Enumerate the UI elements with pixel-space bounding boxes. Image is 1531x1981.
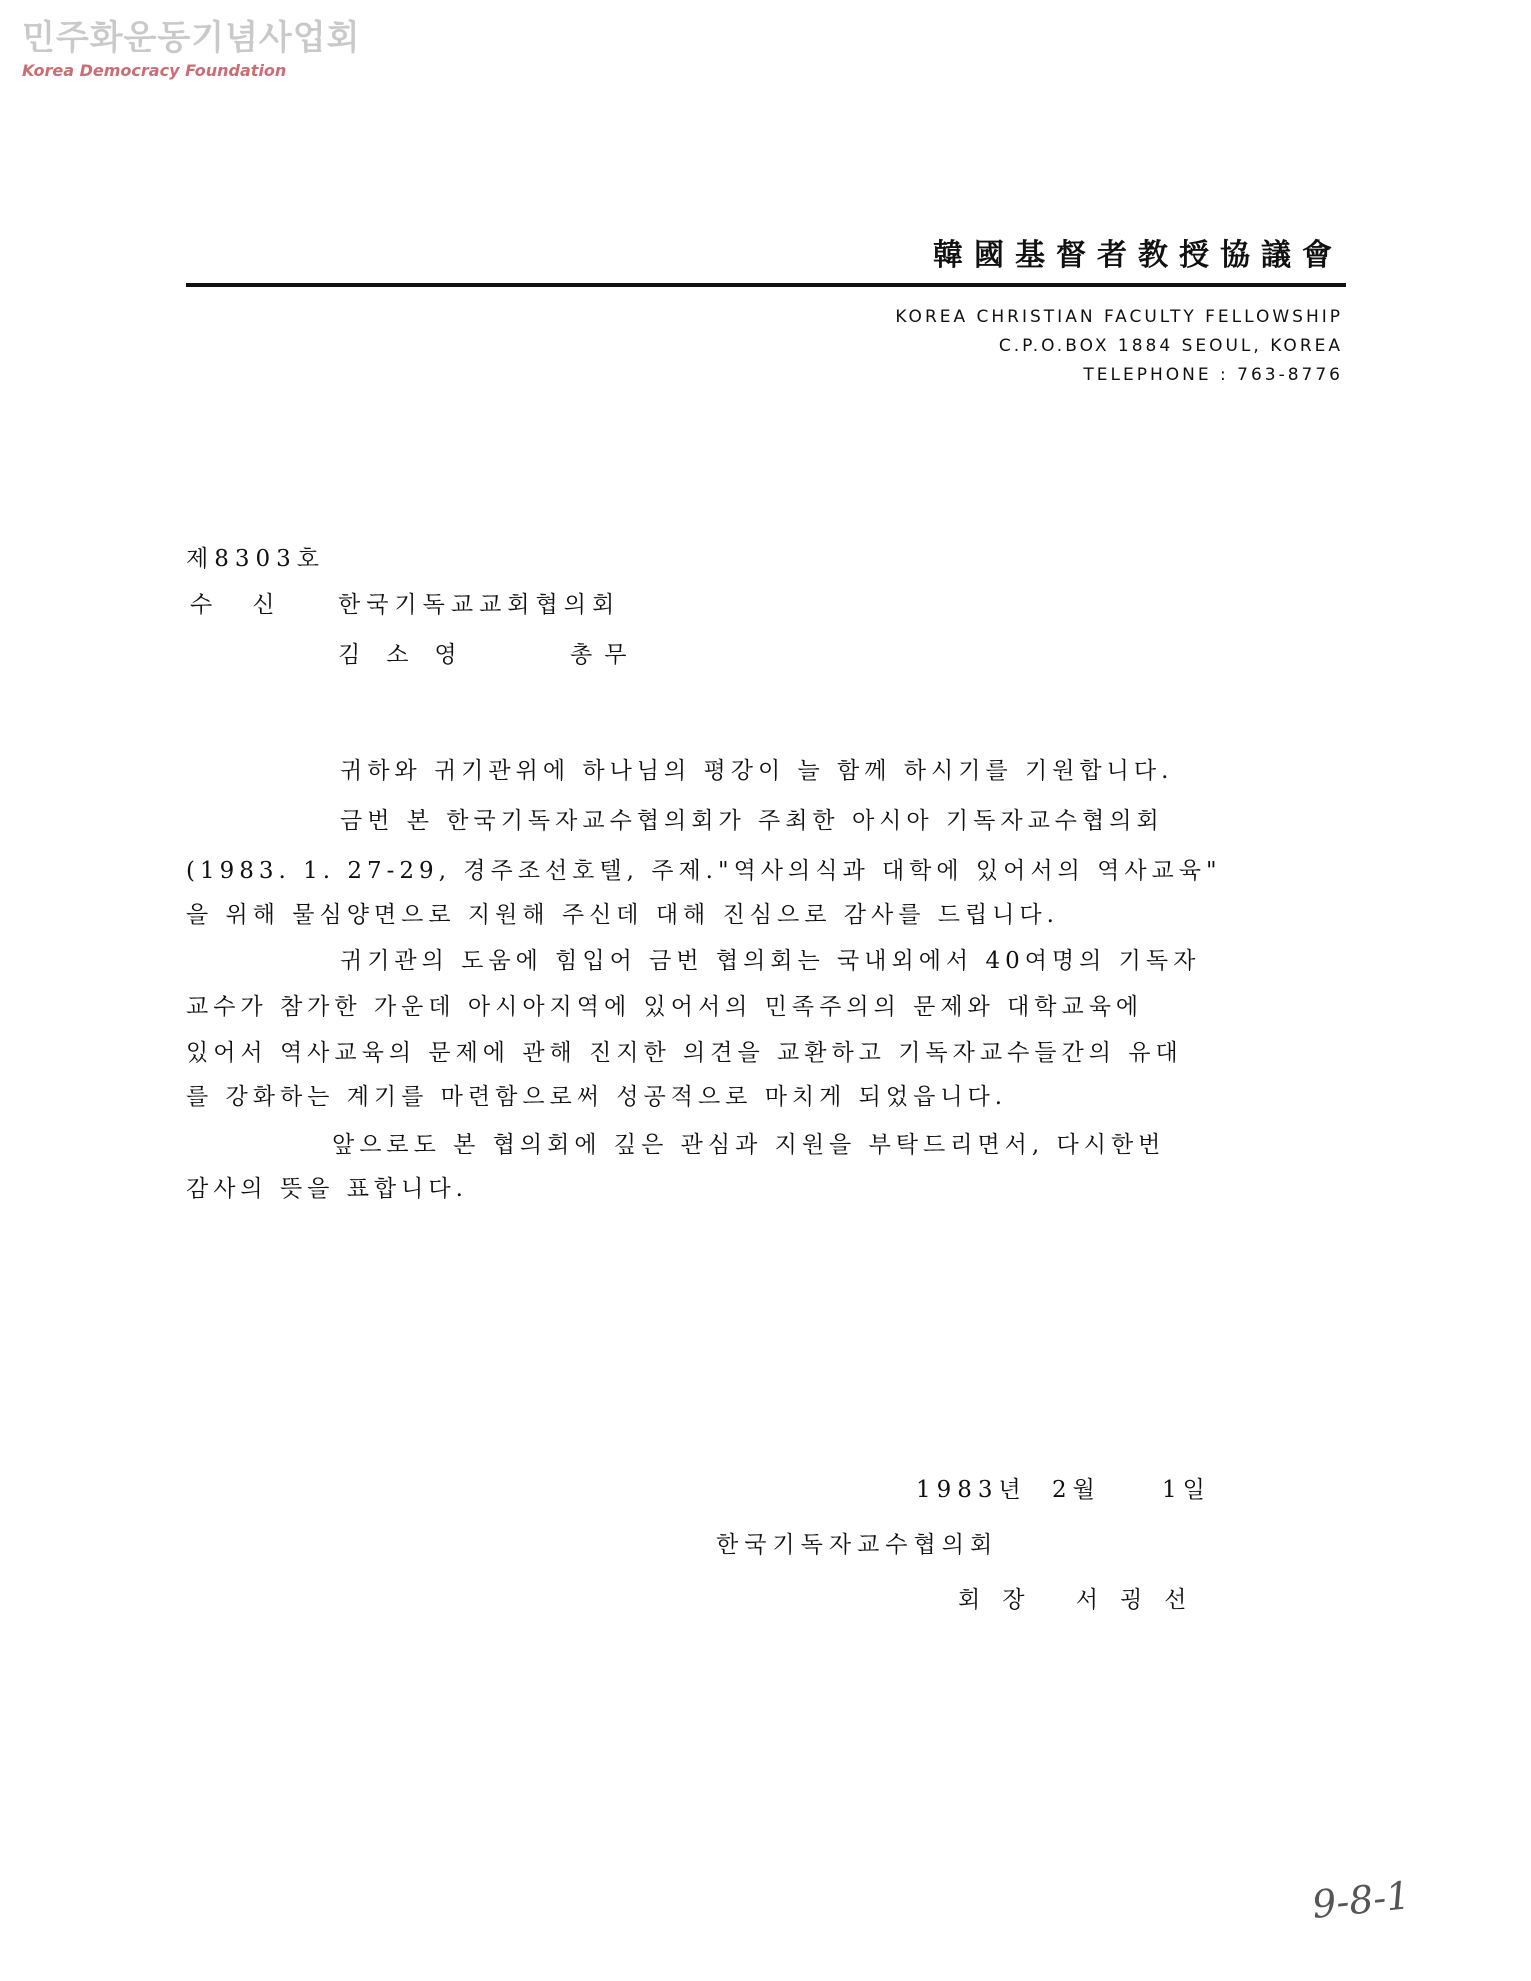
body-line-3: (1983. 1. 27-29, 경주조선호텔, 주제."역사의식과 대학에 있어서의 역사교육" — [186, 858, 1222, 884]
letterhead-org-cjk: 韓國基督者教授協議會 — [933, 238, 1343, 273]
watermark-english: Korea Democracy Foundation — [22, 61, 287, 80]
date-year: 1983년 — [916, 1477, 1027, 1503]
signature-organization: 한국기독자교수협의회 — [716, 1532, 999, 1558]
recipient-organization: 한국기독교교회협의회 — [338, 592, 621, 618]
body-line-10: 감사의 뜻을 표합니다. — [186, 1176, 468, 1202]
body-line-8: 를 강화하는 계기를 마련함으로써 성공적으로 마치게 되었읍니다. — [186, 1084, 1008, 1110]
letterhead-address: C.P.O.BOX 1884 SEOUL, KOREA — [998, 336, 1343, 356]
recipient-label: 수신 — [190, 592, 315, 618]
body-line-5: 귀기관의 도움에 힘입어 금번 협의회는 국내외에서 40여명의 기독자 — [340, 948, 1201, 974]
letterhead-contact — [895, 303, 1343, 390]
watermark — [22, 18, 360, 82]
reference-number: 제8303호 — [186, 546, 325, 572]
date-day: 1일 — [1162, 1477, 1211, 1503]
body-line-6: 교수가 참가한 가운데 아시아지역에 있어서의 민족주의의 문제와 대학교육에 — [186, 994, 1144, 1020]
body-line-4: 을 위해 물심양면으로 지원해 주신데 대해 진심으로 감사를 드립니다. — [186, 902, 1059, 928]
body-line-7: 있어서 역사교육의 문제에 관해 진지한 의견을 교환하고 기독자교수들간의 유대 — [186, 1040, 1183, 1066]
letterhead-org-en: KOREA CHRISTIAN FACULTY FELLOWSHIP — [895, 307, 1343, 327]
date-month: 2월 — [1052, 1477, 1101, 1503]
letterhead-telephone: TELEPHONE : 763-8776 — [1083, 365, 1343, 385]
body-line-9: 앞으로도 본 협의회에 깊은 관심과 지원을 부탁드리면서, 다시한번 — [332, 1132, 1166, 1158]
recipient-title: 총무 — [570, 642, 639, 668]
body-line-1: 귀하와 귀기관위에 하나님의 평강이 늘 함께 하시기를 기원합니다. — [340, 758, 1174, 784]
handwritten-page-number: 9-8-1 — [1309, 1872, 1413, 1928]
watermark-korean: 민주화운동기념사업회 — [22, 18, 361, 58]
recipient-name: 김소영 — [338, 642, 483, 668]
letterhead-divider — [186, 283, 1346, 287]
body-line-2: 금번 본 한국기독자교수협의회가 주최한 아시아 기독자교수협의회 — [340, 808, 1164, 834]
signature-president: 회장 서굉선 — [958, 1587, 1209, 1613]
